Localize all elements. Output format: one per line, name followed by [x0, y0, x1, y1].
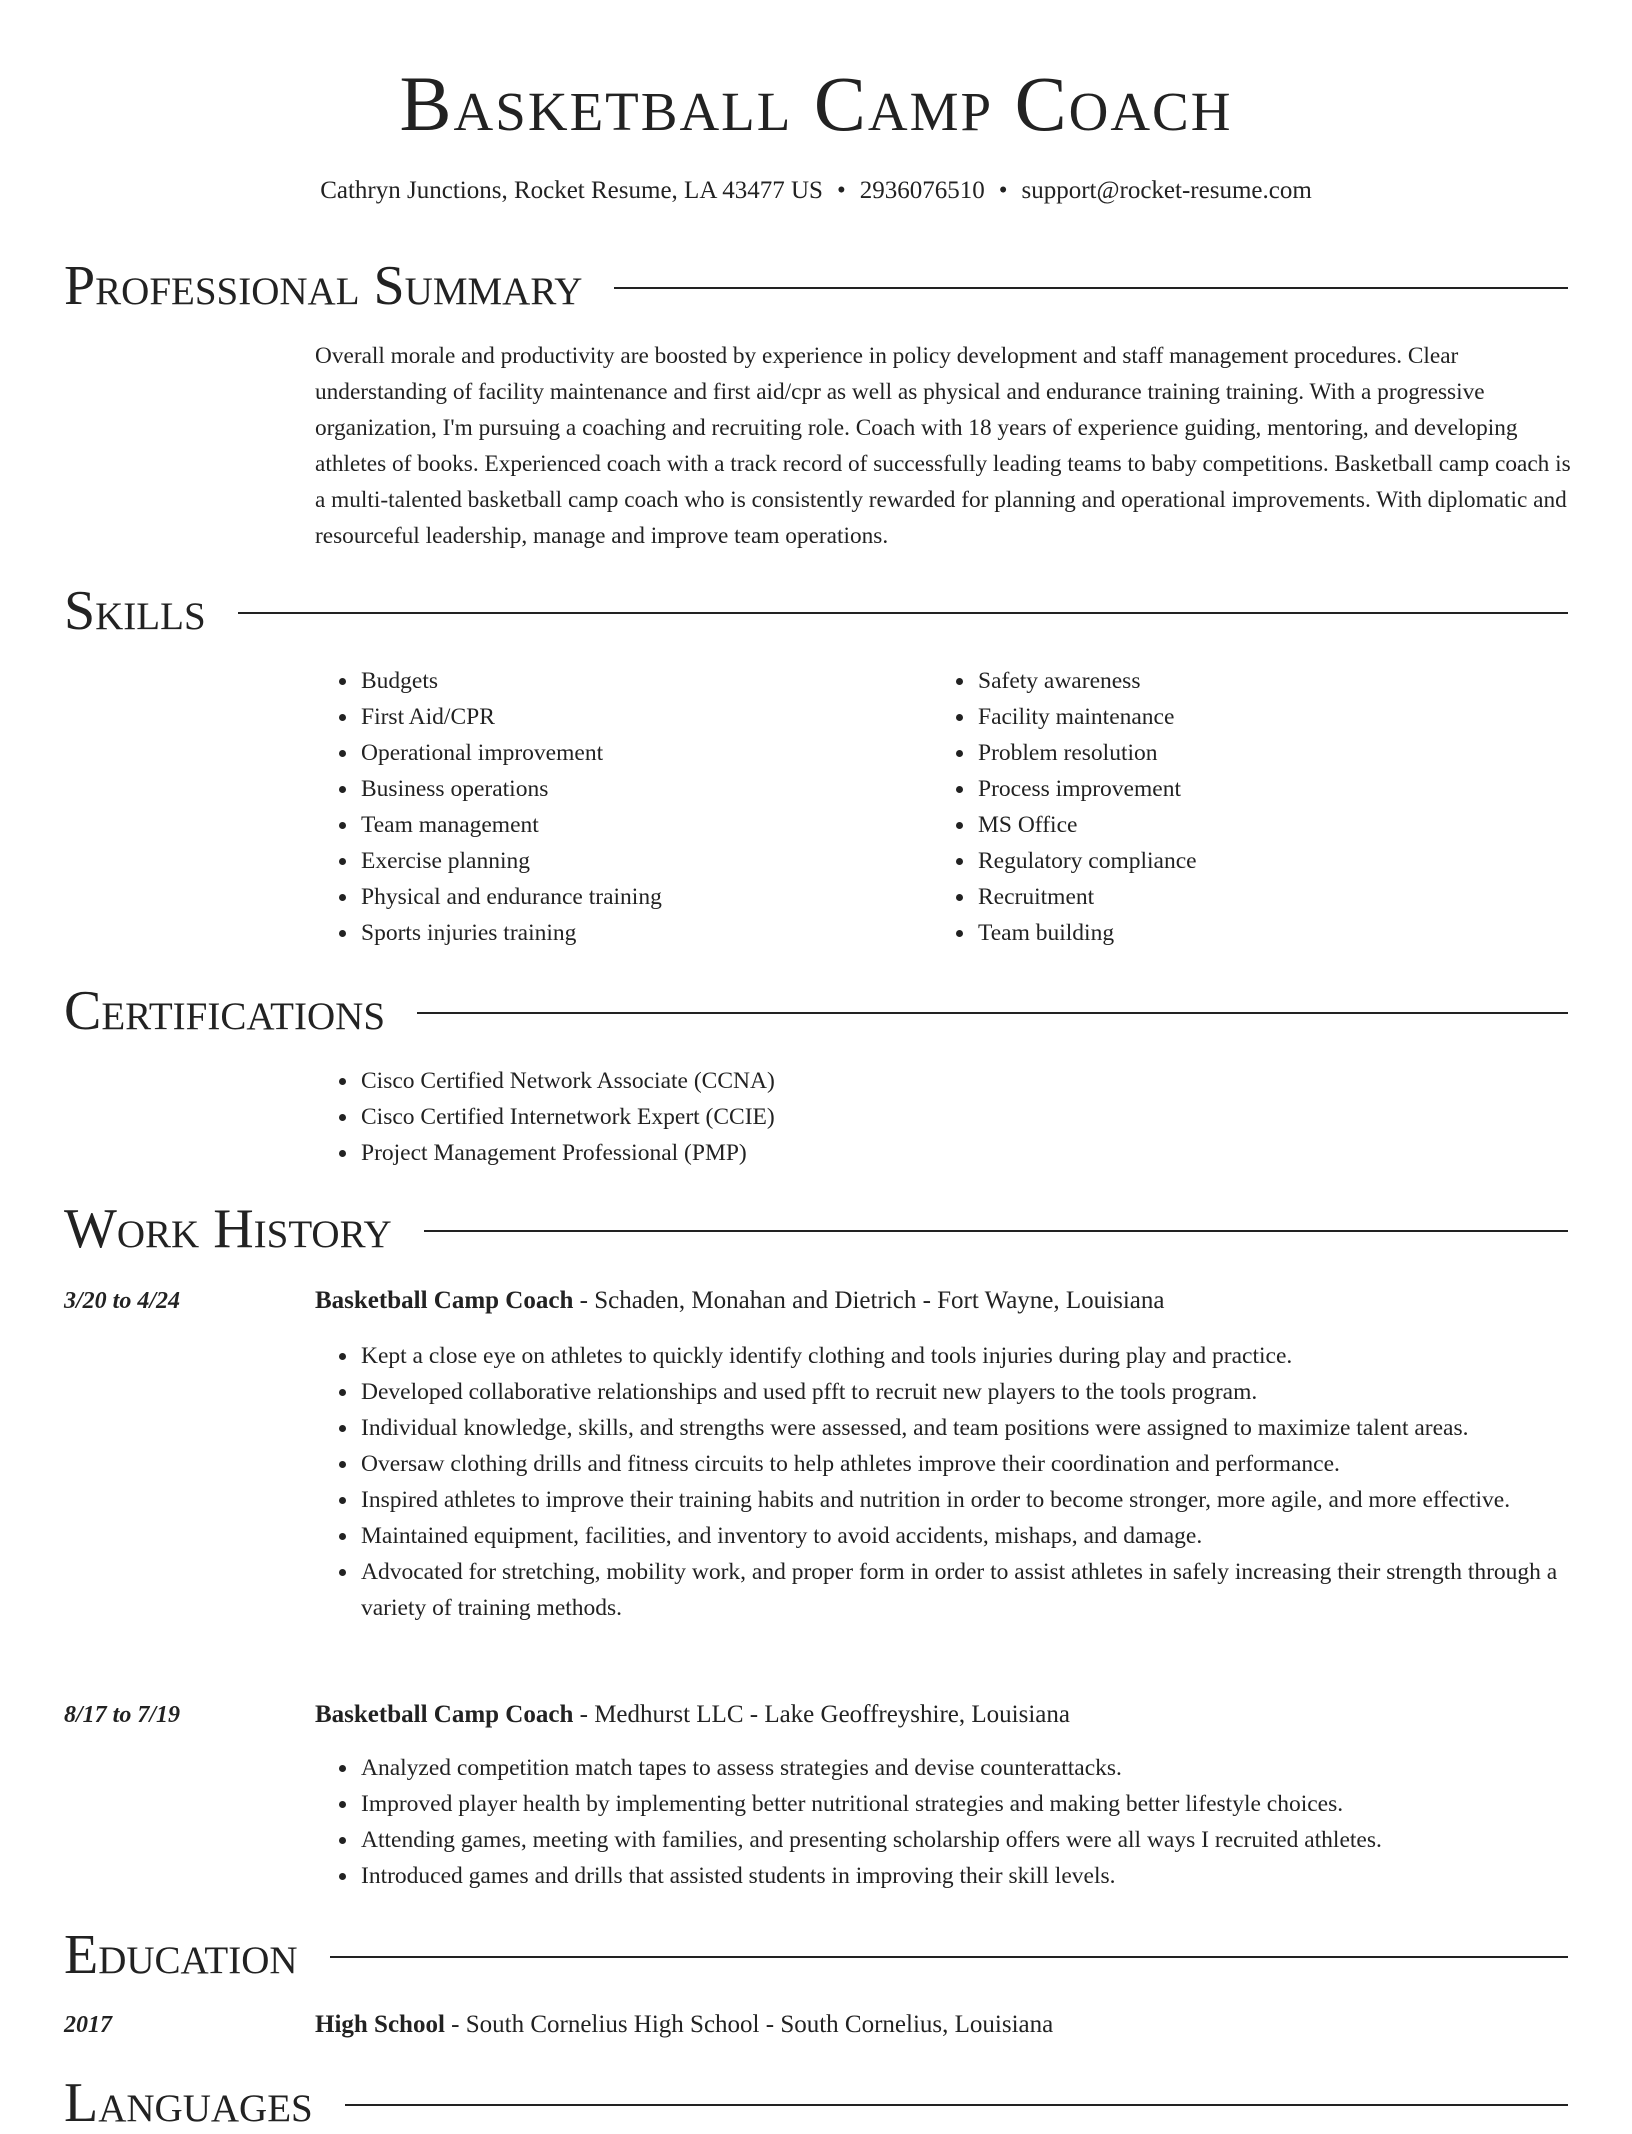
skill-item: • Operational improvement [359, 735, 919, 771]
job-bullet: • Attending games, meeting with families, and presenting scholarship offers were all ways I recruited athletes. [359, 1822, 1619, 1858]
education-year: 2017 [64, 2012, 112, 2038]
section-heading-skills [64, 581, 1568, 641]
resume-title: Basketball Camp Coach [399, 60, 1233, 147]
section-heading-certifications [64, 981, 1568, 1041]
skill-item: • Physical and endurance training [359, 879, 919, 915]
education-school-location: - South Cornelius High School - South Cornelius, Louisiana [444, 2011, 1054, 2038]
education-degree: High School [315, 2011, 445, 2038]
job-bullet: • Developed collaborative relationships and used pfft to recruit new players to the tools program. [359, 1374, 1619, 1410]
job-employer-location: - Medhurst LLC - Lake Geoffreyshire, Louisiana [573, 1701, 1070, 1728]
section-title: Work History [64, 1198, 392, 1260]
job-bullet: • Kept a close eye on athletes to quickly identify clothing and tools injuries during play and practice. [359, 1338, 1619, 1374]
skill-item: • MS Office [976, 807, 1536, 843]
job-title: Basketball Camp Coach [315, 1287, 574, 1314]
skill-item: • First Aid/CPR [359, 699, 919, 735]
job-bullet: • Introduced games and drills that assisted students in improving their skill levels. [359, 1858, 1619, 1894]
certification-item: • Cisco Certified Network Associate (CCNA) [359, 1063, 1559, 1099]
job-dates: 8/17 to 7/19 [64, 1702, 181, 1728]
job-bullet: • Improved player health by implementing better nutritional strategies and making better lifestyle choices. [359, 1786, 1619, 1822]
contact-separator: • [836, 177, 846, 204]
section-heading-summary [64, 256, 1568, 316]
section-divider [238, 612, 1568, 614]
section-divider [345, 2104, 1568, 2106]
skill-item: • Team building [976, 915, 1536, 951]
certifications-list [315, 1063, 1559, 1171]
section-title: Certifications [64, 980, 386, 1042]
section-divider [424, 1230, 1568, 1232]
job-title: Basketball Camp Coach [315, 1701, 574, 1728]
section-title: Professional Summary [64, 255, 583, 317]
job-employer-location: - Schaden, Monahan and Dietrich - Fort Wayne, Louisiana [573, 1287, 1165, 1314]
section-heading-work-history [64, 1199, 1568, 1259]
skill-item: • Facility maintenance [976, 699, 1536, 735]
contact-separator: • [998, 177, 1008, 204]
job-bullets [315, 1750, 1619, 1894]
job-heading [315, 1283, 1165, 1319]
job-bullet: • Individual knowledge, skills, and strengths were assessed, and team positions were assigned to maximize talent areas. [359, 1410, 1619, 1446]
job-bullet: • Inspired athletes to improve their training habits and nutrition in order to become stronger, more agile, and more effective. [359, 1482, 1619, 1518]
job-bullets [315, 1338, 1619, 1626]
job-bullet: • Maintained equipment, facilities, and inventory to avoid accidents, mishaps, and damage. [359, 1518, 1619, 1554]
section-divider [330, 1956, 1568, 1958]
certification-item: • Project Management Professional (PMP) [359, 1135, 1559, 1171]
skill-item: • Business operations [359, 771, 919, 807]
section-divider [417, 1012, 1568, 1014]
skill-item: • Regulatory compliance [976, 843, 1536, 879]
section-heading-languages [64, 2073, 1568, 2133]
skills-list-left [315, 663, 919, 951]
job-bullet: • Oversaw clothing drills and fitness circuits to help athletes improve their coordination and performance. [359, 1446, 1619, 1482]
education-heading [315, 2007, 1053, 2043]
contact-line [0, 174, 1632, 208]
contact-email: support@rocket-resume.com [1021, 177, 1312, 204]
certification-item: • Cisco Certified Internetwork Expert (CCIE) [359, 1099, 1559, 1135]
skill-item: • Team management [359, 807, 919, 843]
contact-address: Cathryn Junctions, Rocket Resume, LA 43477 US [320, 177, 823, 204]
skills-list-right [932, 663, 1536, 951]
job-dates: 3/20 to 4/24 [64, 1288, 181, 1314]
skill-item: • Sports injuries training [359, 915, 919, 951]
section-divider [614, 287, 1568, 289]
job-heading [315, 1697, 1070, 1733]
skill-item: • Exercise planning [359, 843, 919, 879]
skill-item: • Recruitment [976, 879, 1536, 915]
skill-item: • Safety awareness [976, 663, 1536, 699]
skill-item: • Problem resolution [976, 735, 1536, 771]
section-title: Languages [64, 2072, 313, 2134]
job-bullet: • Advocated for stretching, mobility work, and proper form in order to assist athletes in safely increasing their strength through a variety of training methods. [359, 1554, 1619, 1626]
job-bullet: • Analyzed competition match tapes to assess strategies and devise counterattacks. [359, 1750, 1619, 1786]
section-title: Education [64, 1924, 298, 1986]
summary-text: Overall morale and productivity are boosted by experience in policy development and staff management procedures. Clear understanding of facility maintenance and first aid/cpr as well as physical and endurance training training. With a progressive organization, I'm pursuing a coaching and recruiting role. Coach with 18 years of experience guiding, mentoring, and developing athletes of books. Experienced coach with a track record of successfully leading teams to baby competitions. Basketball camp coach is a multi-talented basketball camp coach who is consistently rewarded for planning and operational improvements. With diplomatic and resourceful leadership, manage and improve team operations. [315, 343, 1571, 549]
section-title: Skills [64, 580, 206, 642]
section-heading-education [64, 1925, 1568, 1985]
contact-phone: 2936076510 [859, 177, 985, 204]
skill-item: • Budgets [359, 663, 919, 699]
skill-item: • Process improvement [976, 771, 1536, 807]
